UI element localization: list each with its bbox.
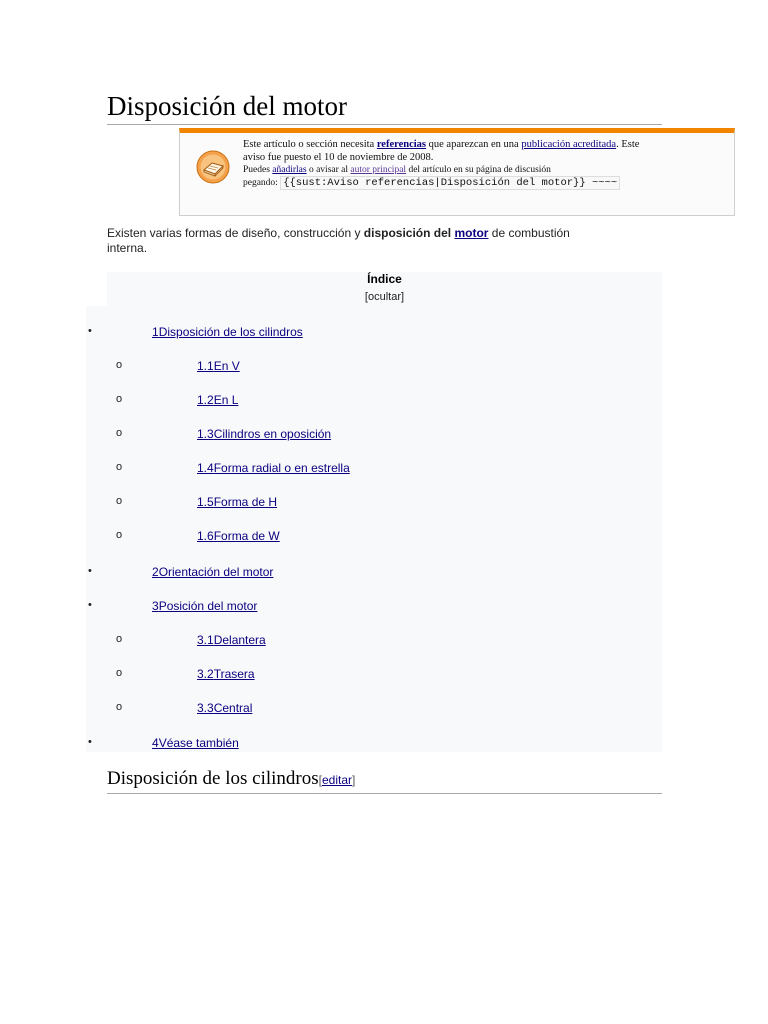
motor-link[interactable]: motor (454, 226, 489, 240)
toc-item-3-3[interactable]: 3.3Central (197, 701, 253, 715)
notice-line-4: pegando: {{sust:Aviso referencias|Disposición del motor}} ~~~~ (243, 177, 723, 190)
sub-bullet-icon: o (116, 495, 123, 507)
sub-bullet-icon: o (116, 633, 123, 645)
toc-item-1[interactable]: 1Disposición de los cilindros (152, 325, 303, 339)
sub-bullet-icon: o (116, 393, 123, 405)
sub-bullet-icon: o (116, 461, 123, 473)
template-code: {{sust:Aviso referencias|Disposición del motor}} ~~~~ (280, 176, 620, 190)
toc-item-2[interactable]: 2Orientación del motor (152, 565, 274, 579)
bullet-icon: • (88, 599, 92, 611)
toc-item-1-3[interactable]: 1.3Cilindros en oposición (197, 427, 332, 441)
sub-bullet-icon: o (116, 701, 123, 713)
notice-line-1: Este artículo o sección necesita referencias que aparezcan en una publicación acreditada. Este (243, 139, 640, 150)
toc-item-3-1[interactable]: 3.1Delantera (197, 633, 266, 647)
accredited-publication-link[interactable]: publicación acreditada (521, 139, 617, 150)
add-them-link[interactable]: añadirlas (272, 165, 307, 175)
bullet-icon: • (88, 736, 92, 748)
intro-paragraph: Existen varias formas de diseño, construcción y disposición del motor de combustión interna. (107, 226, 570, 255)
sub-bullet-icon: o (116, 427, 123, 439)
page-title: Disposición del motor (107, 90, 662, 125)
toc-item-1-2[interactable]: 1.2En L (197, 393, 239, 407)
notice-line-3: Puedes añadirlas o avisar al autor principal del artículo en su página de discusión (243, 165, 551, 175)
sub-bullet-icon: o (116, 667, 123, 679)
toc-hide-toggle[interactable]: [ocultar] (364, 291, 405, 303)
toc-item-1-1[interactable]: 1.1En V (197, 359, 240, 373)
toc-item-3[interactable]: 3Posición del motor (152, 599, 258, 613)
toc-item-3-2[interactable]: 3.2Trasera (197, 667, 255, 681)
edit-section: [editar] (318, 773, 356, 787)
references-notice-box (179, 128, 735, 216)
sub-bullet-icon: o (116, 529, 123, 541)
toc-item-4[interactable]: 4Véase también (152, 736, 239, 750)
section-heading-cylinders: Disposición de los cilindros[editar] (107, 766, 662, 794)
edit-link[interactable]: editar (321, 773, 353, 787)
toc-background (86, 306, 662, 752)
toc-item-1-6[interactable]: 1.6Forma de W (197, 529, 280, 543)
toc-item-1-5[interactable]: 1.5Forma de H (197, 495, 278, 509)
main-author-link[interactable]: autor principal (350, 165, 407, 175)
references-link[interactable]: referencias (376, 139, 427, 150)
sub-bullet-icon: o (116, 359, 123, 371)
toc-title: Índice (367, 272, 402, 286)
book-icon (196, 150, 230, 184)
bullet-icon: • (88, 325, 92, 337)
notice-line-2: aviso fue puesto el 10 de noviembre de 2008. (243, 152, 434, 163)
bullet-icon: • (88, 565, 92, 577)
toc-item-1-4[interactable]: 1.4Forma radial o en estrella (197, 461, 350, 475)
hide-link[interactable]: ocultar (367, 291, 402, 303)
notice-text (243, 138, 723, 190)
